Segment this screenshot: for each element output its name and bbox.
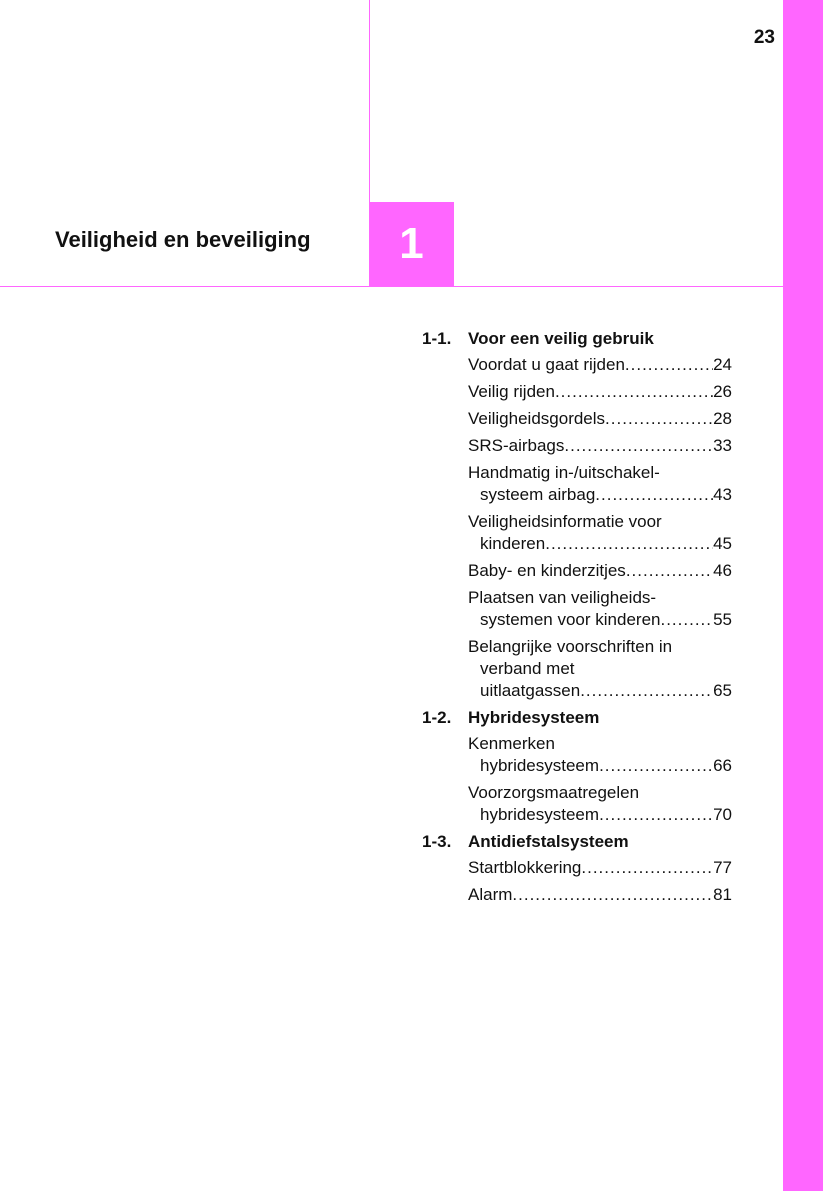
toc-section-heading[interactable]: [422, 328, 732, 350]
toc-entry-text: Voorzorgsmaatregelen: [468, 783, 640, 802]
toc-entry-line: [468, 782, 732, 804]
header-horizontal-rule: [0, 286, 783, 287]
toc-entry-text: Startblokkering: [468, 858, 582, 877]
dot-leader: [581, 857, 713, 879]
toc-page-number: 46: [713, 561, 732, 580]
toc-entry-line: [468, 609, 732, 631]
section-number: 1-1.: [422, 329, 452, 348]
toc-entry-text: Baby- en kinderzitjes: [468, 561, 626, 580]
toc-entry-line: [468, 435, 732, 457]
toc-page-number: 33: [713, 436, 732, 455]
toc-entry[interactable]: [468, 587, 732, 631]
toc-entry-line: [468, 408, 732, 430]
toc-entry-line: [468, 381, 732, 403]
toc-entry[interactable]: [468, 354, 732, 376]
toc-entry-text: Plaatsen van veiligheids-: [468, 588, 657, 607]
toc-entry-text: verband met: [480, 659, 575, 678]
toc-page-number: 26: [713, 382, 732, 401]
dot-leader: [626, 560, 713, 582]
toc-entry-text: Belangrijke voorschriften in: [468, 637, 673, 656]
toc-page-number: 70: [713, 805, 732, 824]
section-title: Antidiefstalsysteem: [468, 832, 629, 851]
toc-entry-text: uitlaatgassen: [480, 681, 581, 700]
toc-entry-line: [468, 533, 732, 555]
dot-leader: [605, 408, 713, 430]
toc-entry[interactable]: [468, 408, 732, 430]
toc-entry[interactable]: [468, 857, 732, 879]
chapter-number: 1: [399, 219, 424, 268]
toc-entry-text: Kenmerken: [468, 734, 555, 753]
toc-entry-line: [468, 857, 732, 879]
toc-entry[interactable]: [468, 560, 732, 582]
toc-entry-line: [468, 587, 732, 609]
toc-entry-text: systemen voor kinderen: [480, 610, 661, 629]
toc-entry-line: [468, 354, 732, 376]
toc-page-number: 28: [713, 409, 732, 428]
toc-entry-text: systeem airbag: [480, 485, 596, 504]
toc-entry-text: Voordat u gaat rijden: [468, 355, 625, 374]
toc-entry-line: [468, 658, 732, 680]
dot-leader: [545, 533, 713, 555]
toc-entry[interactable]: [468, 884, 732, 906]
toc-entry-text: kinderen: [480, 534, 546, 553]
toc-entry-line: [468, 484, 732, 506]
header-vertical-rule: [369, 0, 370, 202]
toc-entry-text: SRS-airbags: [468, 436, 565, 455]
toc-entry-line: [468, 733, 732, 755]
chapter-title: Veiligheid en beveiliging: [55, 227, 311, 252]
dot-leader: [660, 609, 713, 631]
toc-entry[interactable]: [468, 511, 732, 555]
toc-section-heading[interactable]: [422, 707, 732, 729]
chapter-number-box: [369, 202, 454, 286]
toc-section: [422, 328, 732, 702]
dot-leader: [599, 755, 713, 777]
toc-page-number: 55: [713, 610, 732, 629]
toc-entry-line: [468, 511, 732, 533]
toc-page-number: 77: [713, 858, 732, 877]
dot-leader: [580, 680, 713, 702]
toc-entry[interactable]: [468, 782, 732, 826]
toc-entry-text: hybridesysteem: [480, 756, 600, 775]
section-title: Hybridesysteem: [468, 708, 600, 727]
toc-entry-text: hybridesysteem: [480, 805, 600, 824]
chapter-side-tab: [783, 0, 823, 1191]
toc-entry-text: Alarm: [468, 885, 513, 904]
toc-entry[interactable]: [468, 733, 732, 777]
toc-entry[interactable]: [468, 435, 732, 457]
table-of-contents: [422, 328, 732, 911]
toc-page-number: 43: [713, 485, 732, 504]
toc-page-number: 66: [713, 756, 732, 775]
toc-page-number: 65: [713, 681, 732, 700]
toc-entry-line: [468, 636, 732, 658]
toc-entry-text: Veiligheidsinformatie voor: [468, 512, 662, 531]
toc-entry-text: Handmatig in-/uitschakel-: [468, 463, 660, 482]
section-number: 1-3.: [422, 832, 452, 851]
toc-entry-line: [468, 680, 732, 702]
dot-leader: [625, 354, 713, 376]
toc-entry[interactable]: [468, 381, 732, 403]
toc-page-number: 45: [713, 534, 732, 553]
toc-entry-text: Veilig rijden: [468, 382, 555, 401]
toc-section-heading[interactable]: [422, 831, 732, 853]
section-title: Voor een veilig gebruik: [468, 329, 654, 348]
toc-entry-text: Veiligheidsgordels: [468, 409, 606, 428]
dot-leader: [564, 435, 713, 457]
toc-entry-line: [468, 560, 732, 582]
toc-page-number: 81: [713, 885, 732, 904]
dot-leader: [595, 484, 713, 506]
dot-leader: [599, 804, 713, 826]
toc-entry[interactable]: [468, 636, 732, 702]
toc-section: [422, 707, 732, 826]
page-number: 23: [753, 27, 775, 48]
toc-page-number: 24: [713, 355, 732, 374]
toc-section: [422, 831, 732, 906]
toc-entry-line: [468, 884, 732, 906]
toc-entry[interactable]: [468, 462, 732, 506]
toc-entry-line: [468, 462, 732, 484]
toc-entry-line: [468, 804, 732, 826]
dot-leader: [555, 381, 713, 403]
section-number: 1-2.: [422, 708, 452, 727]
toc-entry-line: [468, 755, 732, 777]
dot-leader: [512, 884, 713, 906]
